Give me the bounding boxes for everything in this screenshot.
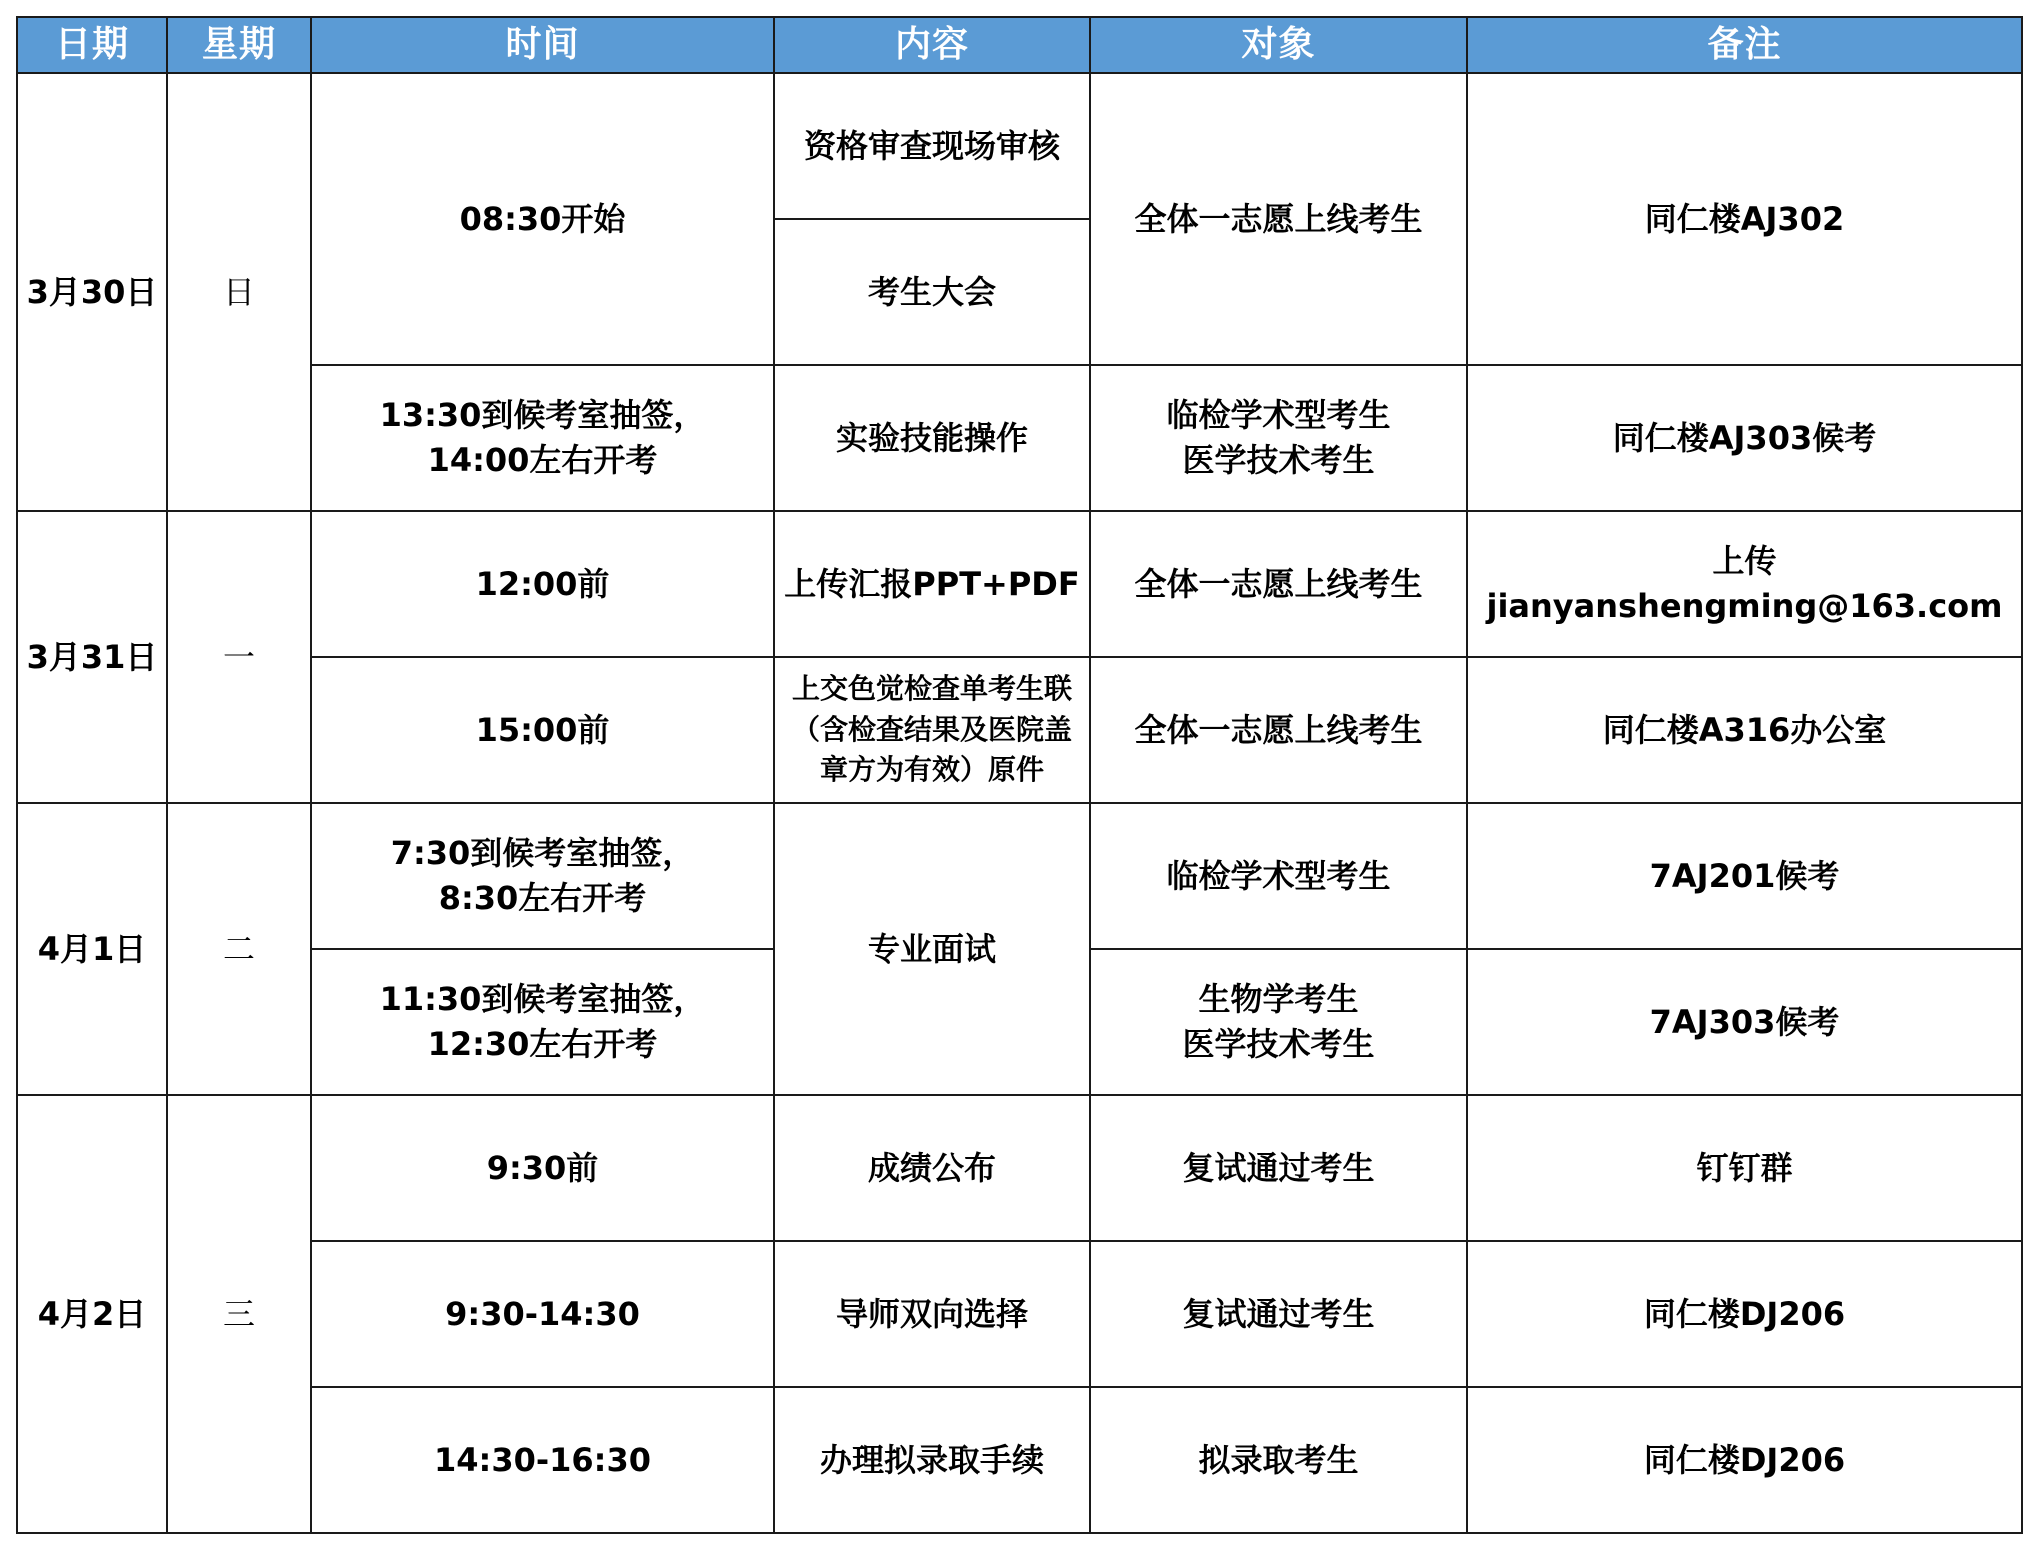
note-cell: 上传jianyanshengming@163.com bbox=[1467, 511, 2022, 657]
time-cell: 12:00前 bbox=[311, 511, 774, 657]
time-cell: 08:30开始 bbox=[311, 73, 774, 365]
content-cell: 办理拟录取手续 bbox=[774, 1387, 1090, 1533]
target-cell bbox=[1090, 365, 1467, 511]
weekday-cell: 日 bbox=[167, 73, 311, 511]
content-cell: 资格审查现场审核 bbox=[774, 73, 1090, 219]
note-cell: 钉钉群 bbox=[1467, 1095, 2022, 1241]
content-cell: 实验技能操作 bbox=[774, 365, 1090, 511]
table-row bbox=[17, 365, 2022, 511]
target-line: 医学技术考生 bbox=[1182, 441, 1375, 479]
date-cell: 3月31日 bbox=[17, 511, 167, 803]
header-content: 内容 bbox=[774, 17, 1090, 73]
header-note: 备注 bbox=[1467, 17, 2022, 73]
header-row bbox=[17, 17, 2022, 73]
content-line: （含检查结果及医院盖 bbox=[791, 712, 1072, 746]
weekday-cell: 一 bbox=[167, 511, 311, 803]
time-cell: 9:30-14:30 bbox=[311, 1241, 774, 1387]
time-cell bbox=[311, 803, 774, 949]
time-line: 7:30到候考室抽签， bbox=[390, 834, 695, 873]
target-line: 生物学考生 bbox=[1198, 980, 1359, 1019]
note-cell: 7AJ303候考 bbox=[1467, 949, 2022, 1095]
date-cell: 4月1日 bbox=[17, 803, 167, 1095]
time-line: 11:30到候考室抽签， bbox=[379, 980, 706, 1019]
table-row bbox=[17, 803, 2022, 949]
date-cell: 3月30日 bbox=[17, 73, 167, 511]
date-cell: 4月2日 bbox=[17, 1095, 167, 1533]
table-row bbox=[17, 511, 2022, 657]
weekday-cell: 三 bbox=[167, 1095, 311, 1533]
target-cell bbox=[1090, 949, 1467, 1095]
target-cell: 临检学术型考生 bbox=[1090, 803, 1467, 949]
time-cell bbox=[311, 949, 774, 1095]
table-row bbox=[17, 1095, 2022, 1241]
header-target: 对象 bbox=[1090, 17, 1467, 73]
target-line: 医学技术考生 bbox=[1182, 1025, 1375, 1063]
content-cell: 上传汇报PPT+PDF bbox=[774, 511, 1090, 657]
content-cell: 成绩公布 bbox=[774, 1095, 1090, 1241]
time-line: 13:30到候考室抽签， bbox=[379, 396, 706, 435]
target-cell: 复试通过考生 bbox=[1090, 1095, 1467, 1241]
content-cell: 导师双向选择 bbox=[774, 1241, 1090, 1387]
target-line: 临检学术型考生 bbox=[1166, 396, 1391, 435]
schedule-table bbox=[16, 16, 2023, 1534]
time-line: 14:00左右开考 bbox=[427, 441, 658, 479]
note-cell: 同仁楼AJ303候考 bbox=[1467, 365, 2022, 511]
target-cell: 全体一志愿上线考生 bbox=[1090, 511, 1467, 657]
note-cell: 同仁楼DJ206 bbox=[1467, 1387, 2022, 1533]
content-line: 上交色觉检查单考生联 bbox=[791, 672, 1072, 706]
note-cell: 同仁楼DJ206 bbox=[1467, 1241, 2022, 1387]
table-row bbox=[17, 657, 2022, 803]
target-cell: 拟录取考生 bbox=[1090, 1387, 1467, 1533]
time-cell: 9:30前 bbox=[311, 1095, 774, 1241]
content-cell: 考生大会 bbox=[774, 219, 1090, 365]
note-cell: 同仁楼AJ302 bbox=[1467, 73, 2022, 365]
target-cell: 全体一志愿上线考生 bbox=[1090, 73, 1467, 365]
header-weekday: 星期 bbox=[167, 17, 311, 73]
header-date: 日期 bbox=[17, 17, 167, 73]
content-cell bbox=[774, 657, 1090, 803]
header-time: 时间 bbox=[311, 17, 774, 73]
target-cell: 复试通过考生 bbox=[1090, 1241, 1467, 1387]
weekday-cell: 二 bbox=[167, 803, 311, 1095]
content-line: 章方为有效）原件 bbox=[819, 753, 1044, 787]
time-line: 12:30左右开考 bbox=[427, 1025, 658, 1063]
table-row bbox=[17, 1387, 2022, 1533]
time-cell bbox=[311, 365, 774, 511]
time-cell: 14:30-16:30 bbox=[311, 1387, 774, 1533]
time-line: 8:30左右开考 bbox=[438, 879, 647, 917]
table-row bbox=[17, 1241, 2022, 1387]
content-cell: 专业面试 bbox=[774, 803, 1090, 1095]
table-row bbox=[17, 73, 2022, 219]
time-cell: 15:00前 bbox=[311, 657, 774, 803]
note-cell: 7AJ201候考 bbox=[1467, 803, 2022, 949]
target-cell: 全体一志愿上线考生 bbox=[1090, 657, 1467, 803]
note-cell: 同仁楼A316办公室 bbox=[1467, 657, 2022, 803]
